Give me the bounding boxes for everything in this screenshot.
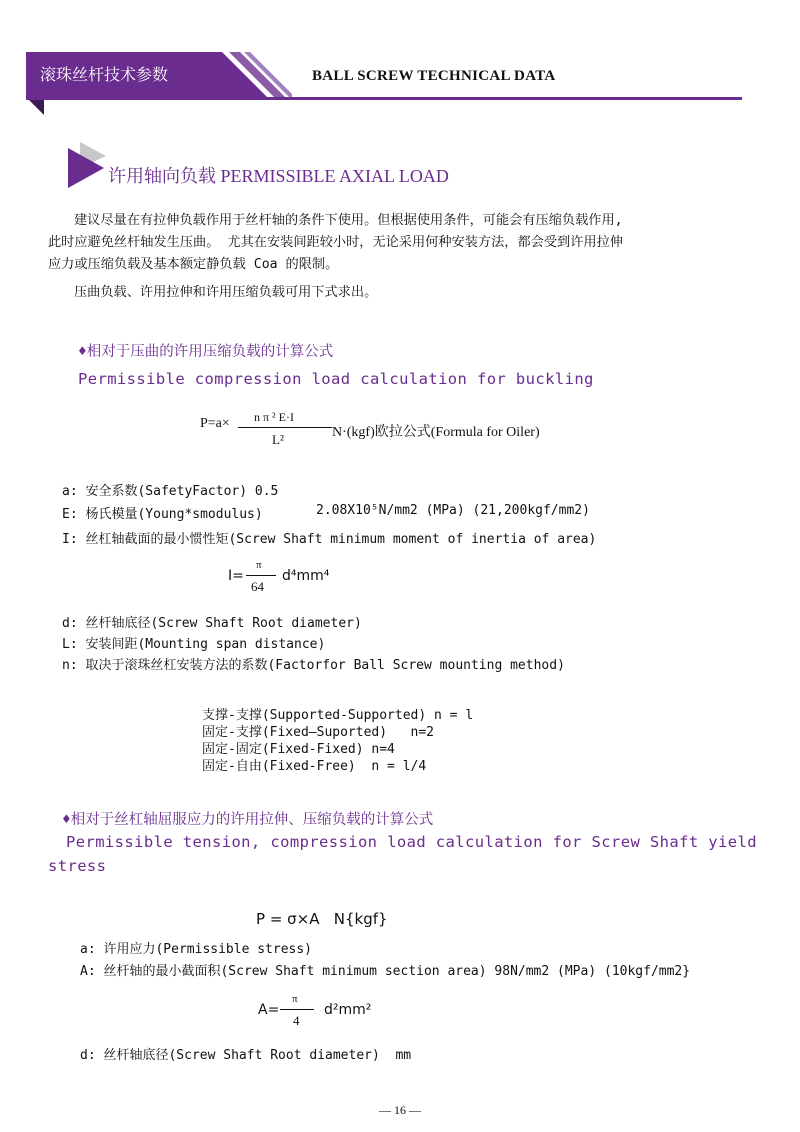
mounting-supported-supported: 支撑-支撑(Supported-Supported) n = l xyxy=(202,708,474,723)
inertia-fraction-bar xyxy=(246,575,276,576)
yield-heading-en-line-2: stress xyxy=(48,857,107,875)
page-number: — 16 — xyxy=(379,1103,421,1117)
area-formula-denominator: 4 xyxy=(293,1013,300,1028)
yield-heading-en-line-1: Permissible tension, compression load calculation for Screw Shaft yield xyxy=(66,833,757,851)
item-min-section-area: A: 丝杆轴的最小截面积(Screw Shaft minimum section area) 98N/mm2 (MPa) (10kgf/mm2} xyxy=(80,964,691,979)
item-safety-factor: a: 安全系数(SafetyFactor) 0.5 xyxy=(62,484,279,499)
intro-line-4: 压曲负载、许用拉伸和许用压缩负载可用下式求出。 xyxy=(74,285,378,300)
mounting-fixed-free: 固定-自由(Fixed-Free) n = l/4 xyxy=(202,759,427,774)
item-permissible-stress: a: 许用应力(Permissible stress) xyxy=(80,942,313,957)
inertia-formula-numerator: π xyxy=(256,559,262,571)
buckling-heading-cn: ♦相对于压曲的许用压缩负载的计算公式 xyxy=(78,344,334,360)
inertia-formula-lhs: I= xyxy=(228,568,244,584)
euler-formula-rhs: N·(kgf)欧拉公式(Formula for Oiler) xyxy=(332,425,540,440)
item-root-diameter: d: 丝杆轴底径(Screw Shaft Root diameter) xyxy=(62,616,362,631)
item-mounting-span: L: 安装间距(Mounting span distance) xyxy=(62,637,326,652)
header-title-en: BALL SCREW TECHNICAL DATA xyxy=(312,68,556,84)
area-formula-lhs: A= xyxy=(258,1002,280,1018)
item-mounting-factor: n: 取决于滚珠丝杠安装方法的系数(Factorfor Ball Screw mounting method) xyxy=(62,658,565,673)
section-arrow-icon xyxy=(66,142,110,194)
header-rule xyxy=(26,97,742,100)
item-youngs-modulus-label: E: 杨氏模量(Young*smodulus) xyxy=(62,507,263,522)
euler-formula-denominator: L² xyxy=(272,432,284,447)
euler-formula-lhs: P=a× xyxy=(200,416,230,431)
euler-fraction-bar xyxy=(238,427,332,428)
intro-line-1: 建议尽量在有拉伸负载作用于丝杆轴的条件下使用。但根据使用条件，可能会有压缩负载作用, xyxy=(74,213,623,228)
item-moment-of-inertia: I: 丝杠轴截面的最小惯性矩(Screw Shaft minimum moment of inertia of area) xyxy=(62,532,597,547)
mounting-fixed-fixed: 固定-固定(Fixed-Fixed) n=4 xyxy=(202,742,395,757)
buckling-heading-en: Permissible compression load calculation for buckling xyxy=(78,370,594,388)
header-title-cn: 滚珠丝杆技术参数 xyxy=(40,65,169,84)
area-formula-numerator: π xyxy=(292,993,298,1005)
yield-formula: P = σ×A N{kgf} xyxy=(256,910,388,928)
item-root-diameter-mm: d: 丝杆轴底径(Screw Shaft Root diameter) mm xyxy=(80,1048,412,1063)
inertia-formula-denominator: 64 xyxy=(251,579,264,594)
mounting-fixed-supported: 固定-支撑(Fixed—Suported) n=2 xyxy=(202,725,435,740)
section-title: 许用轴向负载 PERMISSIBLE AXIAL LOAD xyxy=(108,166,449,186)
area-fraction-bar xyxy=(280,1009,314,1010)
intro-line-2: 此时应避免丝杆轴发生压曲。 尤其在安装间距较小时，无论采用何种安装方法，都会受到许用拉伸 xyxy=(48,235,623,250)
inertia-formula-rhs: d⁴mm⁴ xyxy=(282,568,330,584)
area-formula-rhs: d²mm² xyxy=(324,1002,372,1018)
yield-heading-cn: ♦相对于丝杠轴屈服应力的许用拉伸、压缩负载的计算公式 xyxy=(62,812,434,828)
item-youngs-modulus-value: 2.08X10⁵N/mm2 (MPa) (21,200kgf/mm2) xyxy=(316,503,590,518)
euler-formula-numerator: n π ² E·I xyxy=(254,410,294,424)
intro-line-3: 应力或压缩负载及基本额定静负载 Coa 的限制。 xyxy=(48,257,339,272)
